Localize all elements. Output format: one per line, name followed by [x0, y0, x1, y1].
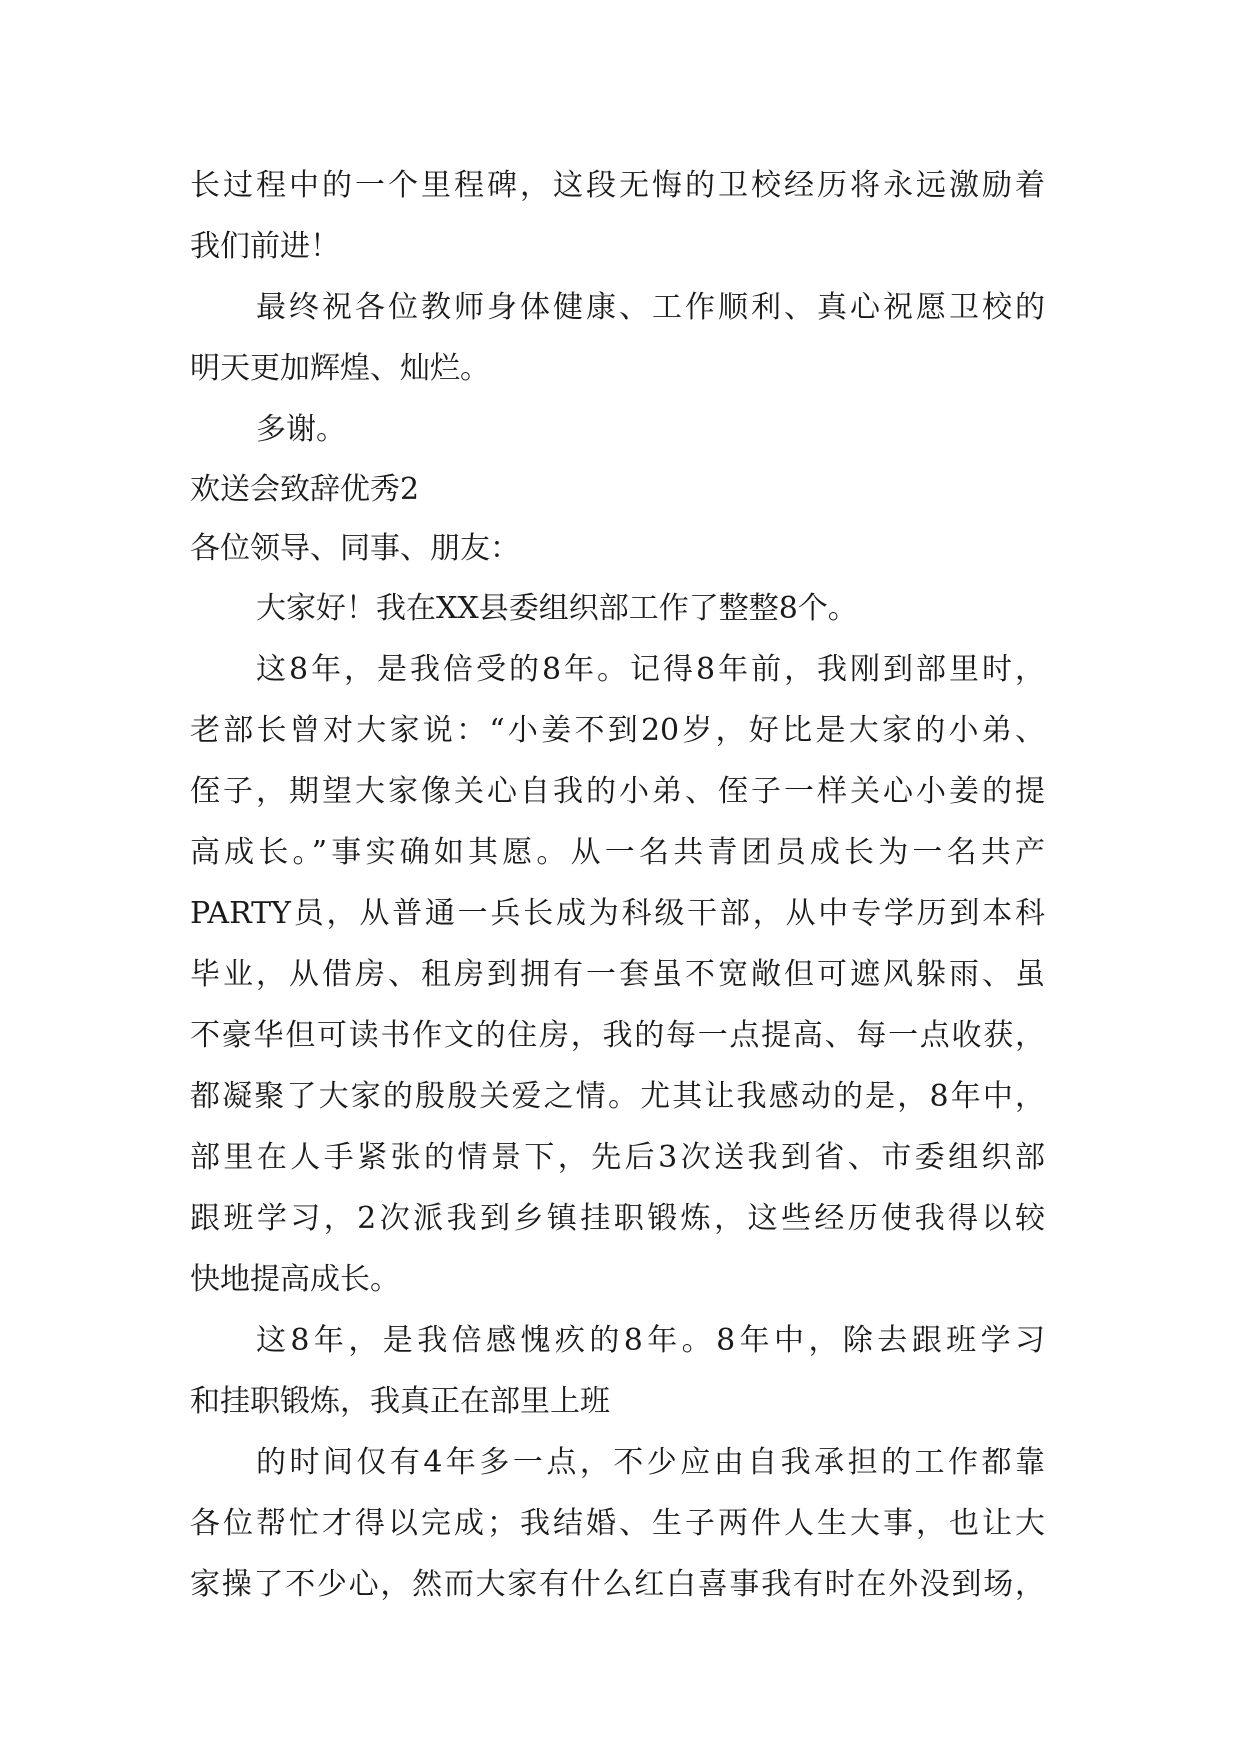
- text-line: 老部长曾对大家说：“小姜不到20岁，好比是大家的小弟、: [190, 713, 1045, 748]
- text-line: 部里在人手紧张的情景下，先后3次送我到省、市委组织部: [190, 1140, 1045, 1175]
- text-line: 都凝聚了大家的殷殷关爱之情。尤其让我感动的是，8年中，: [190, 1079, 1045, 1114]
- text-line: 大家好！我在XX县委组织部工作了整整8个。: [256, 591, 858, 626]
- text-line: 毕业，从借房、租房到拥有一套虽不宽敞但可遮风躲雨、虽: [190, 957, 1045, 992]
- section-heading: 欢送会致辞优秀2: [190, 472, 420, 507]
- text-line: 的时间仅有4年多一点，不少应由自我承担的工作都靠: [256, 1445, 1045, 1480]
- text-line: 高成长。”事实确如其愿。从一名共青团员成长为一名共产: [190, 835, 1045, 870]
- text-line: 家操了不少心，然而大家有什么红白喜事我有时在外没到场，: [190, 1567, 1045, 1602]
- text-line: 侄子，期望大家像关心自我的小弟、侄子一样关心小姜的提: [190, 774, 1045, 809]
- text-line: 我们前进！: [190, 229, 340, 264]
- document-body: [190, 155, 1065, 1615]
- text-line: 多谢。: [256, 412, 346, 447]
- text-line: 快地提高成长。: [190, 1262, 400, 1297]
- text-line: PARTY员，从普通一兵长成为科级干部，从中专学历到本科: [190, 896, 1045, 931]
- text-line: 跟班学习，2次派我到乡镇挂职锻炼，这些经历使我得以较: [190, 1201, 1045, 1236]
- text-line: 这8年，是我倍受的8年。记得8年前，我刚到部里时，: [256, 652, 1045, 687]
- text-line: 和挂职锻炼，我真正在部里上班: [190, 1384, 610, 1419]
- text-line: 最终祝各位教师身体健康、工作顺利、真心祝愿卫校的: [256, 290, 1045, 325]
- text-line: 各位帮忙才得以完成；我结婚、生子两件人生大事，也让大: [190, 1506, 1045, 1541]
- text-line: 明天更加辉煌、灿烂。: [190, 351, 490, 386]
- salutation: 各位领导、同事、朋友：: [190, 531, 520, 566]
- text-line: 长过程中的一个里程碑，这段无悔的卫校经历将永远激励着: [190, 168, 1045, 203]
- text-line: 这8年，是我倍感愧疚的8年。8年中，除去跟班学习: [256, 1323, 1045, 1358]
- text-line: 不豪华但可读书作文的住房，我的每一点提高、每一点收获，: [190, 1018, 1045, 1053]
